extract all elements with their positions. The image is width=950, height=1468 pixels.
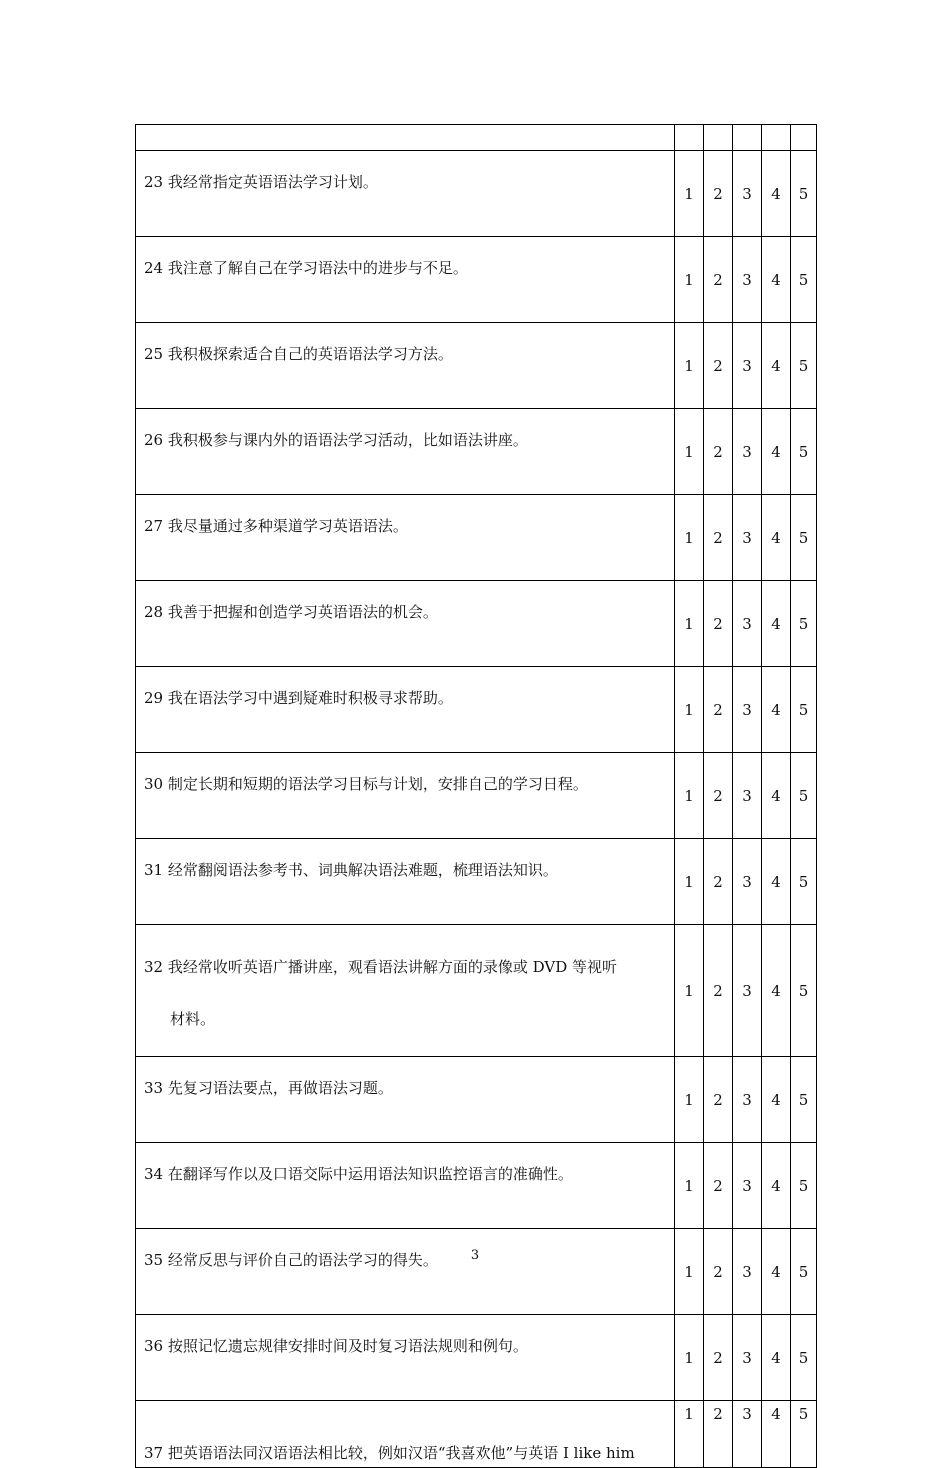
score-option-2[interactable]: 2: [704, 151, 733, 237]
question-text: 35 经常反思与评价自己的语法学习的得失。: [136, 1229, 675, 1315]
header-cell: [762, 125, 791, 151]
score-option-3[interactable]: 3: [733, 581, 762, 667]
header-cell: [791, 125, 817, 151]
header-row: [136, 125, 817, 151]
score-option-3[interactable]: 3: [733, 1057, 762, 1143]
score-option-3[interactable]: 3: [733, 667, 762, 753]
score-option-3[interactable]: 3: [733, 495, 762, 581]
table-row: [136, 1315, 817, 1401]
question-text: 33 先复习语法要点，再做语法习题。: [136, 1057, 675, 1143]
score-option-5[interactable]: 5: [791, 1143, 817, 1229]
score-option-3[interactable]: 3: [733, 323, 762, 409]
table-row: [136, 1143, 817, 1229]
score-option-2[interactable]: 2: [704, 237, 733, 323]
question-text: [136, 925, 675, 1057]
score-option-5[interactable]: 5: [791, 667, 817, 753]
page-number: 3: [470, 1248, 480, 1263]
score-option-4[interactable]: 4: [762, 151, 791, 237]
score-option-4[interactable]: 4: [762, 409, 791, 495]
table-row: [136, 925, 817, 1057]
question-text: 28 我善于把握和创造学习英语语法的机会。: [136, 581, 675, 667]
score-option-2[interactable]: 2: [704, 323, 733, 409]
table-row: [136, 667, 817, 753]
score-option-3[interactable]: 3: [733, 925, 762, 1057]
table-row: [136, 495, 817, 581]
score-option-3[interactable]: 3: [733, 753, 762, 839]
table-row: [136, 237, 817, 323]
score-option-1[interactable]: 1: [675, 151, 704, 237]
survey-table: [135, 124, 817, 1468]
score-option-4[interactable]: 4: [762, 925, 791, 1057]
score-option-2[interactable]: 2: [704, 1143, 733, 1229]
table-row: [136, 409, 817, 495]
score-option-2[interactable]: 2: [704, 839, 733, 925]
score-option-4[interactable]: 4: [762, 237, 791, 323]
score-option-2[interactable]: 2: [704, 753, 733, 839]
score-option-5[interactable]: 5: [791, 1057, 817, 1143]
score-option-1[interactable]: 1: [675, 667, 704, 753]
score-option-1[interactable]: 1: [675, 839, 704, 925]
score-option-2[interactable]: 2: [704, 1229, 733, 1315]
score-option-2[interactable]: 2: [704, 495, 733, 581]
score-option-4[interactable]: 4: [762, 753, 791, 839]
score-option-1[interactable]: 1: [675, 409, 704, 495]
score-option-3[interactable]: 3: [733, 839, 762, 925]
question-text: 27 我尽量通过多种渠道学习英语语法。: [136, 495, 675, 581]
score-option-1[interactable]: 1: [675, 323, 704, 409]
table-row: [136, 151, 817, 237]
score-option-3[interactable]: 3: [733, 151, 762, 237]
score-option-4[interactable]: 4: [762, 1401, 791, 1468]
score-option-1[interactable]: 1: [675, 925, 704, 1057]
table-row: [136, 1229, 817, 1315]
score-option-4[interactable]: 4: [762, 495, 791, 581]
score-option-3[interactable]: 3: [733, 237, 762, 323]
score-option-4[interactable]: 4: [762, 1229, 791, 1315]
header-cell: [136, 125, 675, 151]
question-text: 24 我注意了解自己在学习语法中的进步与不足。: [136, 237, 675, 323]
score-option-2[interactable]: 2: [704, 667, 733, 753]
score-option-3[interactable]: 3: [733, 409, 762, 495]
header-cell: [704, 125, 733, 151]
table-row: [136, 753, 817, 839]
score-option-3[interactable]: 3: [733, 1229, 762, 1315]
table-row: [136, 839, 817, 925]
score-option-1[interactable]: 1: [675, 1057, 704, 1143]
score-option-2[interactable]: 2: [704, 1315, 733, 1401]
score-option-2[interactable]: 2: [704, 1401, 733, 1468]
score-option-4[interactable]: 4: [762, 323, 791, 409]
header-cell: [733, 125, 762, 151]
score-option-5[interactable]: 5: [791, 409, 817, 495]
question-text: 36 按照记忆遗忘规律安排时间及时复习语法规则和例句。: [136, 1315, 675, 1401]
score-option-4[interactable]: 4: [762, 839, 791, 925]
question-text: 34 在翻译写作以及口语交际中运用语法知识监控语言的准确性。: [136, 1143, 675, 1229]
score-option-1[interactable]: 1: [675, 1143, 704, 1229]
score-option-5[interactable]: 5: [791, 495, 817, 581]
score-option-1[interactable]: 1: [675, 1229, 704, 1315]
score-option-1[interactable]: 1: [675, 237, 704, 323]
score-option-4[interactable]: 4: [762, 1143, 791, 1229]
score-option-5[interactable]: 5: [791, 839, 817, 925]
score-option-4[interactable]: 4: [762, 1057, 791, 1143]
table-row: [136, 1057, 817, 1143]
question-text: 29 我在语法学习中遇到疑难时积极寻求帮助。: [136, 667, 675, 753]
table-row: [136, 323, 817, 409]
question-text: 37 把英语语法同汉语语法相比较，例如汉语“我喜欢他”与英语 I like him: [136, 1401, 675, 1468]
question-text: 31 经常翻阅语法参考书、词典解决语法难题，梳理语法知识。: [136, 839, 675, 925]
header-cell: [675, 125, 704, 151]
score-option-5[interactable]: 5: [791, 753, 817, 839]
score-option-5[interactable]: 5: [791, 1229, 817, 1315]
question-text-line-2: 材料。: [170, 1010, 216, 1028]
question-text: 30 制定长期和短期的语法学习目标与计划，安排自己的学习日程。: [136, 753, 675, 839]
score-option-5[interactable]: 5: [791, 323, 817, 409]
score-option-5[interactable]: 5: [791, 151, 817, 237]
score-option-1[interactable]: 1: [675, 1315, 704, 1401]
question-text: 25 我积极探索适合自己的英语语法学习方法。: [136, 323, 675, 409]
score-option-2[interactable]: 2: [704, 409, 733, 495]
score-option-5[interactable]: 5: [791, 1401, 817, 1468]
score-option-5[interactable]: 5: [791, 581, 817, 667]
score-option-3[interactable]: 3: [733, 1143, 762, 1229]
question-text: 26 我积极参与课内外的语语法学习活动，比如语法讲座。: [136, 409, 675, 495]
score-option-2[interactable]: 2: [704, 581, 733, 667]
score-option-3[interactable]: 3: [733, 1401, 762, 1468]
table-row: [136, 1401, 817, 1468]
question-text: 23 我经常指定英语语法学习计划。: [136, 151, 675, 237]
score-option-3[interactable]: 3: [733, 1315, 762, 1401]
score-option-2[interactable]: 2: [704, 1057, 733, 1143]
question-text-line-1: 32 我经常收听英语广播讲座，观看语法讲解方面的录像或 DVD 等视听: [144, 958, 618, 976]
score-option-1[interactable]: 1: [675, 581, 704, 667]
score-option-4[interactable]: 4: [762, 667, 791, 753]
score-option-5[interactable]: 5: [791, 1315, 817, 1401]
table-row: [136, 581, 817, 667]
score-option-5[interactable]: 5: [791, 237, 817, 323]
score-option-2[interactable]: 2: [704, 925, 733, 1057]
score-option-4[interactable]: 4: [762, 581, 791, 667]
score-option-1[interactable]: 1: [675, 1401, 704, 1468]
score-option-5[interactable]: 5: [791, 925, 817, 1057]
score-option-1[interactable]: 1: [675, 495, 704, 581]
score-option-4[interactable]: 4: [762, 1315, 791, 1401]
score-option-1[interactable]: 1: [675, 753, 704, 839]
